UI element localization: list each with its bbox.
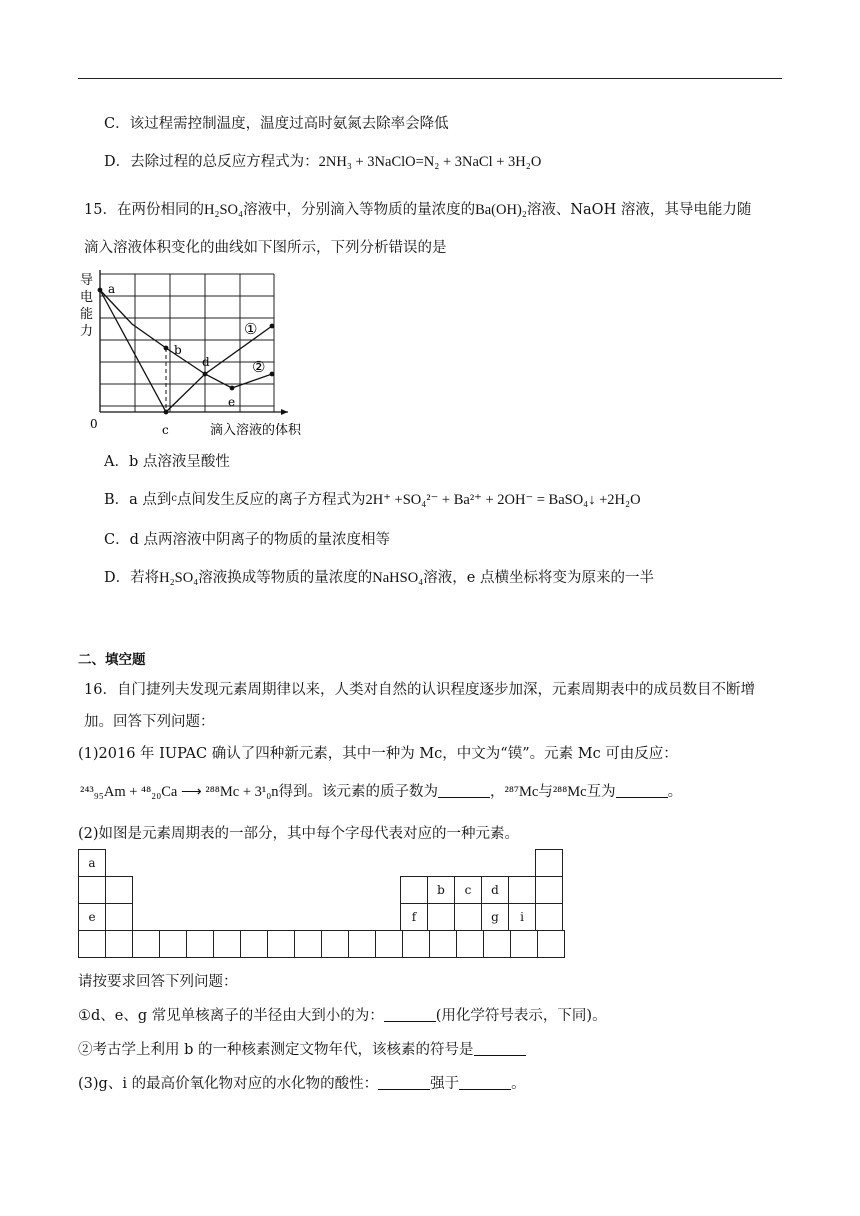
pt-cell — [456, 930, 484, 958]
curve-2-end — [270, 372, 275, 377]
label-c: c — [162, 423, 169, 437]
pt-cell — [537, 930, 565, 958]
x-axis-arrow-icon — [281, 409, 288, 415]
pt-cell — [510, 930, 538, 958]
pt-cell — [132, 930, 160, 958]
q16-sub1 — [78, 1004, 607, 1025]
q16-sub1-text: ①d、e、g 常见单核离子的半径由大到小的为： — [78, 1008, 384, 1024]
weaker-acid-blank[interactable] — [459, 1075, 511, 1090]
q15-option-d — [104, 566, 654, 587]
q16-sub2 — [78, 1038, 526, 1059]
pt-cell — [213, 930, 241, 958]
curve-1-label: ① — [244, 320, 258, 338]
q16-instructions: 请按要求回答下列问题： — [78, 974, 238, 990]
pt-cell — [159, 930, 187, 958]
isotope-relation-blank[interactable] — [616, 783, 668, 798]
q16-part1-text: 。 — [667, 784, 683, 800]
curve-1-line — [100, 290, 272, 412]
nuclear-reaction-equation: ²⁴³₉₅Am + ⁴⁸₂₀Ca ⟶ ²⁸⁸Mc + 3¹₀n — [80, 784, 279, 800]
q15-stem-text: 溶液中，分别滴入等物质的量浓度的 — [243, 202, 476, 218]
curve-2-label: ② — [252, 358, 266, 376]
q16-part3 — [78, 1072, 526, 1093]
q15-option-b-text: 点间发生反应的离子方程式为 — [177, 492, 366, 508]
pt-cell — [375, 930, 403, 958]
pt-cell — [483, 930, 511, 958]
point-a — [98, 288, 103, 293]
q15-option-b-text: B．a 点到 — [104, 492, 172, 508]
pt-cell-c: c — [454, 876, 482, 904]
pt-cell-f: f — [400, 903, 428, 931]
q15-option-a: A．b 点溶液呈酸性 — [104, 454, 230, 470]
q15-stem-text: 15．在两份相同的 — [84, 202, 204, 218]
pt-cell — [105, 903, 133, 931]
q15-option-d-text: 溶液，e 点横坐标将变为原来的一半 — [423, 570, 654, 586]
pt-cell — [402, 930, 430, 958]
pt-cell — [400, 876, 428, 904]
pt-cell — [348, 930, 376, 958]
stronger-acid-blank[interactable] — [378, 1075, 430, 1090]
q15-stem-line2: 滴入溶液体积变化的曲线如下图所示，下列分析错误的是 — [84, 240, 447, 256]
q15-stem-text: 溶液、NaOH 溶液，其导电能力随 — [526, 202, 752, 218]
q16-part1-reaction — [80, 780, 682, 801]
pt-cell-d: d — [481, 876, 509, 904]
proton-number-blank[interactable] — [438, 783, 490, 798]
label-e: e — [228, 395, 236, 409]
label-b: b — [174, 343, 182, 357]
q15-option-b-equation: 2H⁺ +SO₄²⁻ + Ba²⁺ + 2OH⁻ = BaSO₄↓ +2H₂O — [365, 492, 641, 508]
pt-cell — [186, 930, 214, 958]
q15-stem-line1 — [84, 198, 751, 219]
q14-option-c: C．该过程需控制温度，温度过高时氨氮去除率会降低 — [104, 116, 449, 132]
header-rule — [78, 78, 782, 79]
q15-option-c: C．d 点两溶液中阴离子的物质的量浓度相等 — [104, 532, 390, 548]
pt-cell-b: b — [427, 876, 455, 904]
pt-cell — [508, 876, 536, 904]
chart-xlabel: 滴入溶液的体积 — [210, 423, 302, 438]
pt-cell — [429, 930, 457, 958]
q16-part1-text: 与 — [538, 784, 553, 800]
pt-cell — [105, 876, 133, 904]
q16-stem-line2: 加。回答下列问题： — [84, 714, 215, 730]
conductivity-chart — [78, 266, 318, 442]
nuclide-symbol-blank[interactable] — [474, 1041, 526, 1056]
pt-cell — [427, 903, 455, 931]
baoh2-formula: Ba(OH)₂ — [475, 202, 527, 218]
label-a: a — [108, 282, 116, 296]
q14-option-d — [104, 150, 541, 171]
point-c — [164, 410, 169, 415]
pt-cell — [78, 876, 106, 904]
pt-cell — [321, 930, 349, 958]
pt-cell-g: g — [481, 903, 509, 931]
mc287-symbol: ²⁸⁷Mc — [504, 784, 539, 800]
pt-cell — [105, 930, 133, 958]
pt-cell — [454, 903, 482, 931]
periodic-table-fragment — [78, 849, 564, 959]
curve-1-end — [270, 324, 275, 329]
q16-part1-text: 互为 — [586, 784, 616, 800]
q16-part1-text: 得到。该元素的质子数为 — [278, 784, 439, 800]
q14-option-d-prefix: D．去除过程的总反应方程式为： — [104, 154, 319, 170]
pt-cell — [535, 849, 563, 877]
q15-option-b — [104, 488, 641, 509]
chart-ylabel: 导电能力 — [80, 273, 94, 339]
q15-option-b-c: c — [171, 493, 178, 504]
q15-option-d-text: D．若将 — [104, 570, 160, 586]
q16-sub1-text: (用化学符号表示，下同)。 — [435, 1008, 607, 1024]
pt-cell — [535, 903, 563, 931]
mc288-symbol: ²⁸⁸Mc — [552, 784, 587, 800]
chart-origin: 0 — [90, 417, 98, 431]
pt-cell — [267, 930, 295, 958]
q16-part2: (2)如图是元素周期表的一部分，其中每个字母代表对应的一种元素。 — [78, 826, 520, 842]
point-d — [203, 372, 208, 377]
point-b — [164, 346, 169, 351]
pt-cell-i: i — [508, 903, 536, 931]
q16-part1-text: ， — [490, 784, 505, 800]
q14-option-d-equation: 2NH₃ + 3NaClO=N₂ + 3NaCl + 3H₂O — [318, 154, 542, 170]
pt-cell — [294, 930, 322, 958]
q16-part3-text: 。 — [511, 1076, 526, 1092]
pt-cell — [78, 930, 106, 958]
pt-cell — [535, 876, 563, 904]
nahso4-formula: NaHSO₄ — [372, 570, 424, 586]
q16-sub2-text: ②考古学上利用 b 的一种核素测定文物年代，该核素的符号是 — [78, 1042, 474, 1058]
ion-radius-blank[interactable] — [384, 1007, 436, 1022]
q16-stem-line1: 16．自门捷列夫发现元素周期律以来，人类对自然的认识程度逐步加深，元素周期表中的成员数目不断增 — [84, 682, 755, 698]
q16-part1: (1)2016 年 IUPAC 确认了四种新元素，其中一种为 Mc，中文为“镆”。元素 Mc 可由反应： — [78, 746, 678, 762]
h2so4-formula: H₂SO₄ — [203, 202, 244, 218]
pt-cell-a: a — [78, 849, 106, 877]
q16-part3-text: (3)g、i 的最高价氧化物对应的水化物的酸性： — [78, 1076, 379, 1092]
q15-option-d-text: 溶液换成等物质的量浓度的 — [198, 570, 373, 586]
q16-part3-text: 强于 — [430, 1076, 460, 1092]
h2so4-formula: H₂SO₄ — [159, 570, 199, 586]
point-e — [230, 386, 235, 391]
section-title: 二、填空题 — [78, 652, 146, 668]
pt-cell — [240, 930, 268, 958]
pt-cell-e: e — [78, 903, 106, 931]
label-d: d — [202, 355, 210, 369]
